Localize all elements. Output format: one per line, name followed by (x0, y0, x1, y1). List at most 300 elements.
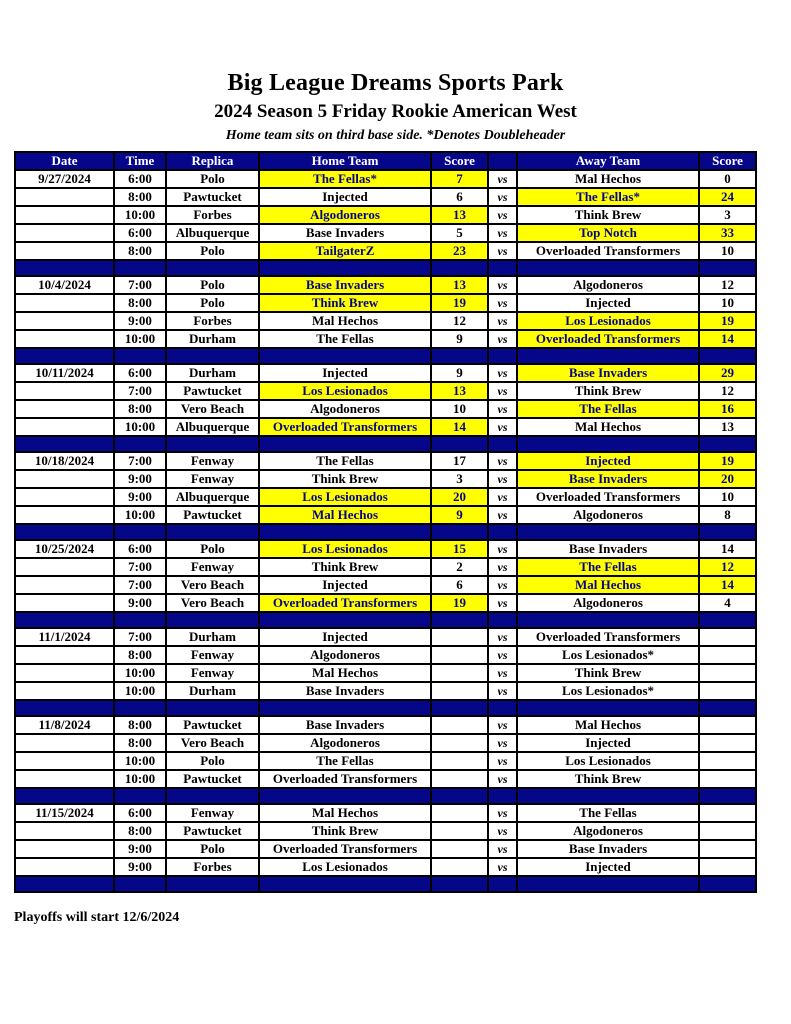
game-row (15, 488, 756, 506)
game-row (15, 858, 756, 876)
game-row (15, 364, 756, 382)
away-score-cell: 24 (699, 188, 756, 206)
home-team-cell: The Fellas* (259, 170, 431, 188)
away-team-cell: Overloaded Transformers (517, 242, 699, 260)
date-cell (15, 594, 114, 612)
vs-cell: vs (488, 734, 517, 752)
game-row (15, 400, 756, 418)
home-score-cell: 17 (431, 452, 488, 470)
away-score-cell: 14 (699, 330, 756, 348)
time-cell: 10:00 (114, 664, 166, 682)
time-cell: 9:00 (114, 840, 166, 858)
away-team-cell: Los Lesionados* (517, 682, 699, 700)
home-team-cell: TailgaterZ (259, 242, 431, 260)
home-team-cell: Base Invaders (259, 682, 431, 700)
game-row (15, 646, 756, 664)
separator-cell (431, 876, 488, 892)
vs-cell: vs (488, 452, 517, 470)
home-team-cell: Injected (259, 364, 431, 382)
date-cell (15, 330, 114, 348)
game-row (15, 804, 756, 822)
col-header-vs (488, 152, 517, 170)
replica-cell: Albuquerque (166, 224, 259, 242)
home-score-cell (431, 752, 488, 770)
away-score-cell: 3 (699, 206, 756, 224)
replica-cell: Albuquerque (166, 488, 259, 506)
replica-cell: Vero Beach (166, 734, 259, 752)
home-team-cell: Mal Hechos (259, 804, 431, 822)
home-score-cell: 13 (431, 382, 488, 400)
separator-cell (166, 612, 259, 628)
away-team-cell: Base Invaders (517, 840, 699, 858)
date-cell: 10/18/2024 (15, 452, 114, 470)
home-team-cell: Los Lesionados (259, 858, 431, 876)
replica-cell: Pawtucket (166, 822, 259, 840)
home-score-cell (431, 858, 488, 876)
separator-cell (431, 700, 488, 716)
replica-cell: Fenway (166, 558, 259, 576)
date-cell (15, 470, 114, 488)
separator-cell (166, 788, 259, 804)
schedule-table (14, 151, 757, 893)
vs-cell: vs (488, 594, 517, 612)
date-cell (15, 682, 114, 700)
game-row (15, 506, 756, 524)
home-score-cell: 19 (431, 294, 488, 312)
away-team-cell: Injected (517, 452, 699, 470)
vs-cell: vs (488, 506, 517, 524)
time-cell: 7:00 (114, 276, 166, 294)
replica-cell: Fenway (166, 646, 259, 664)
separator-cell (431, 260, 488, 276)
time-cell: 10:00 (114, 752, 166, 770)
time-cell: 10:00 (114, 418, 166, 436)
separator-cell (699, 524, 756, 540)
date-cell: 10/25/2024 (15, 540, 114, 558)
away-score-cell: 29 (699, 364, 756, 382)
away-team-cell: Los Lesionados (517, 312, 699, 330)
game-row (15, 734, 756, 752)
away-score-cell (699, 822, 756, 840)
separator-cell (431, 348, 488, 364)
game-row (15, 840, 756, 858)
home-score-cell: 13 (431, 206, 488, 224)
home-team-cell: Los Lesionados (259, 382, 431, 400)
time-cell: 7:00 (114, 558, 166, 576)
separator-cell (488, 436, 517, 452)
away-team-cell: Los Lesionados (517, 752, 699, 770)
vs-cell: vs (488, 188, 517, 206)
away-team-cell: Algodoneros (517, 822, 699, 840)
home-team-cell: Base Invaders (259, 716, 431, 734)
home-score-cell: 20 (431, 488, 488, 506)
away-score-cell (699, 646, 756, 664)
separator-cell (259, 612, 431, 628)
col-header-away-score: Score (699, 152, 756, 170)
game-row (15, 540, 756, 558)
date-cell: 10/4/2024 (15, 276, 114, 294)
home-team-cell: Algodoneros (259, 734, 431, 752)
col-header-replica: Replica (166, 152, 259, 170)
replica-cell: Durham (166, 628, 259, 646)
date-cell (15, 242, 114, 260)
separator-cell (114, 612, 166, 628)
vs-cell: vs (488, 682, 517, 700)
away-team-cell: Injected (517, 858, 699, 876)
away-team-cell: Los Lesionados* (517, 646, 699, 664)
home-score-cell: 6 (431, 188, 488, 206)
date-cell (15, 752, 114, 770)
away-score-cell (699, 628, 756, 646)
away-score-cell (699, 734, 756, 752)
game-row (15, 224, 756, 242)
home-score-cell: 15 (431, 540, 488, 558)
vs-cell: vs (488, 804, 517, 822)
separator-cell (517, 348, 699, 364)
away-score-cell: 12 (699, 276, 756, 294)
home-score-cell: 5 (431, 224, 488, 242)
vs-cell: vs (488, 716, 517, 734)
separator-cell (259, 700, 431, 716)
away-score-cell: 10 (699, 488, 756, 506)
time-cell: 8:00 (114, 400, 166, 418)
home-team-cell: Think Brew (259, 558, 431, 576)
schedule-note: Home team sits on third base side. *Denotes Doubleheader (225, 128, 566, 143)
time-cell: 9:00 (114, 858, 166, 876)
home-team-cell: Overloaded Transformers (259, 594, 431, 612)
away-score-cell (699, 664, 756, 682)
away-score-cell (699, 770, 756, 788)
separator-cell (15, 876, 114, 892)
separator-cell (517, 612, 699, 628)
away-team-cell: The Fellas (517, 400, 699, 418)
game-row (15, 576, 756, 594)
replica-cell: Polo (166, 752, 259, 770)
game-row (15, 170, 756, 188)
date-cell (15, 488, 114, 506)
time-cell: 6:00 (114, 540, 166, 558)
home-score-cell: 13 (431, 276, 488, 294)
away-team-cell: The Fellas (517, 558, 699, 576)
away-score-cell (699, 682, 756, 700)
home-score-cell: 19 (431, 594, 488, 612)
game-row (15, 188, 756, 206)
home-team-cell: Injected (259, 188, 431, 206)
away-team-cell: Overloaded Transformers (517, 488, 699, 506)
home-team-cell: Overloaded Transformers (259, 840, 431, 858)
replica-cell: Pawtucket (166, 382, 259, 400)
separator-cell (699, 436, 756, 452)
separator-cell (699, 612, 756, 628)
replica-cell: Polo (166, 540, 259, 558)
date-separator-row (15, 788, 756, 804)
separator-cell (114, 524, 166, 540)
vs-cell: vs (488, 558, 517, 576)
separator-cell (15, 612, 114, 628)
away-team-cell: Top Notch (517, 224, 699, 242)
away-team-cell: Mal Hechos (517, 576, 699, 594)
time-cell: 8:00 (114, 734, 166, 752)
separator-cell (15, 436, 114, 452)
separator-cell (517, 436, 699, 452)
away-score-cell: 8 (699, 506, 756, 524)
separator-cell (488, 788, 517, 804)
separator-cell (517, 876, 699, 892)
date-cell (15, 576, 114, 594)
away-score-cell (699, 804, 756, 822)
vs-cell: vs (488, 382, 517, 400)
date-cell: 10/11/2024 (15, 364, 114, 382)
replica-cell: Polo (166, 170, 259, 188)
replica-cell: Pawtucket (166, 716, 259, 734)
separator-cell (488, 260, 517, 276)
time-cell: 7:00 (114, 452, 166, 470)
replica-cell: Fenway (166, 470, 259, 488)
replica-cell: Vero Beach (166, 576, 259, 594)
separator-cell (488, 876, 517, 892)
home-team-cell: Overloaded Transformers (259, 770, 431, 788)
game-row (15, 312, 756, 330)
separator-cell (488, 700, 517, 716)
separator-cell (488, 348, 517, 364)
separator-cell (15, 524, 114, 540)
home-team-cell: The Fellas (259, 452, 431, 470)
game-row (15, 294, 756, 312)
date-cell (15, 858, 114, 876)
separator-cell (259, 348, 431, 364)
vs-cell: vs (488, 418, 517, 436)
separator-cell (114, 260, 166, 276)
date-cell (15, 840, 114, 858)
game-row (15, 242, 756, 260)
time-cell: 10:00 (114, 682, 166, 700)
separator-cell (166, 524, 259, 540)
date-separator-row (15, 700, 756, 716)
home-team-cell: Injected (259, 576, 431, 594)
replica-cell: Durham (166, 364, 259, 382)
home-score-cell: 14 (431, 418, 488, 436)
home-team-cell: Injected (259, 628, 431, 646)
away-team-cell: Mal Hechos (517, 170, 699, 188)
away-team-cell: Algodoneros (517, 594, 699, 612)
replica-cell: Fenway (166, 664, 259, 682)
away-team-cell: Algodoneros (517, 276, 699, 294)
separator-cell (15, 260, 114, 276)
replica-cell: Polo (166, 242, 259, 260)
separator-cell (166, 260, 259, 276)
away-score-cell: 14 (699, 576, 756, 594)
date-cell (15, 188, 114, 206)
col-header-home-team: Home Team (259, 152, 431, 170)
home-score-cell (431, 628, 488, 646)
away-score-cell: 14 (699, 540, 756, 558)
time-cell: 8:00 (114, 716, 166, 734)
home-score-cell: 3 (431, 470, 488, 488)
date-cell (15, 770, 114, 788)
separator-cell (114, 700, 166, 716)
away-score-cell: 12 (699, 558, 756, 576)
col-header-date: Date (15, 152, 114, 170)
date-cell (15, 312, 114, 330)
replica-cell: Vero Beach (166, 400, 259, 418)
separator-cell (259, 876, 431, 892)
vs-cell: vs (488, 364, 517, 382)
separator-cell (517, 700, 699, 716)
replica-cell: Forbes (166, 858, 259, 876)
home-score-cell (431, 664, 488, 682)
replica-cell: Albuquerque (166, 418, 259, 436)
date-cell (15, 294, 114, 312)
home-team-cell: Overloaded Transformers (259, 418, 431, 436)
replica-cell: Forbes (166, 312, 259, 330)
vs-cell: vs (488, 400, 517, 418)
separator-cell (699, 348, 756, 364)
home-score-cell (431, 682, 488, 700)
date-separator-row (15, 524, 756, 540)
separator-cell (431, 788, 488, 804)
separator-cell (114, 348, 166, 364)
separator-cell (166, 700, 259, 716)
away-score-cell: 0 (699, 170, 756, 188)
header-row (15, 152, 756, 170)
date-cell (15, 646, 114, 664)
col-header-home-score: Score (431, 152, 488, 170)
separator-cell (15, 348, 114, 364)
separator-cell (488, 612, 517, 628)
time-cell: 9:00 (114, 594, 166, 612)
home-team-cell: Base Invaders (259, 276, 431, 294)
vs-cell: vs (488, 822, 517, 840)
home-team-cell: Base Invaders (259, 224, 431, 242)
date-cell: 9/27/2024 (15, 170, 114, 188)
away-score-cell (699, 858, 756, 876)
away-score-cell: 20 (699, 470, 756, 488)
separator-cell (517, 524, 699, 540)
vs-cell: vs (488, 840, 517, 858)
time-cell: 6:00 (114, 224, 166, 242)
home-team-cell: Think Brew (259, 294, 431, 312)
away-team-cell: Think Brew (517, 382, 699, 400)
home-score-cell (431, 646, 488, 664)
away-team-cell: Overloaded Transformers (517, 330, 699, 348)
home-score-cell (431, 770, 488, 788)
away-team-cell: Mal Hechos (517, 716, 699, 734)
separator-cell (114, 436, 166, 452)
replica-cell: Durham (166, 682, 259, 700)
vs-cell: vs (488, 170, 517, 188)
date-separator-row (15, 348, 756, 364)
home-team-cell: Algodoneros (259, 400, 431, 418)
date-cell: 11/1/2024 (15, 628, 114, 646)
playoffs-note: Playoffs will start 12/6/2024 (14, 910, 180, 925)
col-header-away-team: Away Team (517, 152, 699, 170)
home-score-cell: 9 (431, 364, 488, 382)
home-score-cell (431, 804, 488, 822)
game-row (15, 682, 756, 700)
home-score-cell: 23 (431, 242, 488, 260)
away-team-cell: Overloaded Transformers (517, 628, 699, 646)
vs-cell: vs (488, 294, 517, 312)
game-row (15, 716, 756, 734)
replica-cell: Pawtucket (166, 506, 259, 524)
home-score-cell: 6 (431, 576, 488, 594)
vs-cell: vs (488, 330, 517, 348)
vs-cell: vs (488, 242, 517, 260)
home-score-cell: 9 (431, 330, 488, 348)
separator-cell (431, 436, 488, 452)
away-score-cell: 10 (699, 294, 756, 312)
replica-cell: Durham (166, 330, 259, 348)
away-score-cell: 19 (699, 452, 756, 470)
home-score-cell (431, 840, 488, 858)
date-separator-row (15, 876, 756, 892)
separator-cell (431, 612, 488, 628)
date-cell (15, 506, 114, 524)
date-separator-row (15, 436, 756, 452)
date-separator-row (15, 260, 756, 276)
date-cell (15, 224, 114, 242)
date-cell: 11/15/2024 (15, 804, 114, 822)
separator-cell (699, 700, 756, 716)
away-score-cell: 19 (699, 312, 756, 330)
separator-cell (517, 788, 699, 804)
time-cell: 7:00 (114, 576, 166, 594)
separator-cell (517, 260, 699, 276)
table-header (15, 152, 756, 170)
vs-cell: vs (488, 540, 517, 558)
away-team-cell: Think Brew (517, 206, 699, 224)
home-team-cell: Think Brew (259, 470, 431, 488)
home-team-cell: Algodoneros (259, 646, 431, 664)
game-row (15, 330, 756, 348)
replica-cell: Fenway (166, 804, 259, 822)
vs-cell: vs (488, 770, 517, 788)
page-title: Big League Dreams Sports Park (227, 70, 564, 96)
time-cell: 9:00 (114, 470, 166, 488)
game-row (15, 822, 756, 840)
date-cell (15, 382, 114, 400)
time-cell: 6:00 (114, 170, 166, 188)
time-cell: 10:00 (114, 506, 166, 524)
game-row (15, 558, 756, 576)
away-team-cell: Think Brew (517, 664, 699, 682)
home-team-cell: The Fellas (259, 752, 431, 770)
separator-cell (699, 876, 756, 892)
home-score-cell (431, 822, 488, 840)
game-row (15, 276, 756, 294)
vs-cell: vs (488, 488, 517, 506)
replica-cell: Pawtucket (166, 770, 259, 788)
time-cell: 7:00 (114, 628, 166, 646)
home-score-cell: 7 (431, 170, 488, 188)
separator-cell (431, 524, 488, 540)
game-row (15, 594, 756, 612)
time-cell: 9:00 (114, 488, 166, 506)
replica-cell: Pawtucket (166, 188, 259, 206)
game-row (15, 470, 756, 488)
away-team-cell: Injected (517, 294, 699, 312)
home-score-cell (431, 734, 488, 752)
away-team-cell: Base Invaders (517, 364, 699, 382)
home-team-cell: Mal Hechos (259, 312, 431, 330)
away-score-cell: 12 (699, 382, 756, 400)
vs-cell: vs (488, 628, 517, 646)
away-team-cell: The Fellas* (517, 188, 699, 206)
time-cell: 6:00 (114, 364, 166, 382)
home-team-cell: Los Lesionados (259, 488, 431, 506)
game-row (15, 752, 756, 770)
home-team-cell: Mal Hechos (259, 506, 431, 524)
